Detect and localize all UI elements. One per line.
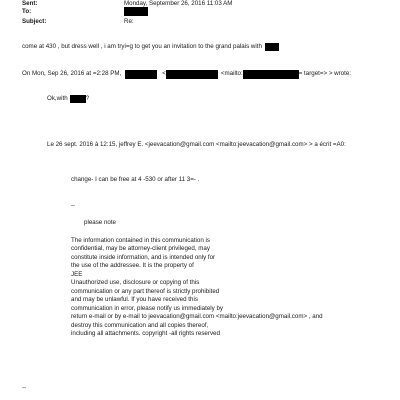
disclaimer-line: communication or any part thereof is strictly prohibited — [71, 287, 220, 295]
disclaimer-block — [71, 237, 323, 338]
ok-line — [47, 95, 89, 103]
redacted-mailto — [243, 70, 299, 79]
reply-mailto: <mailto: — [220, 70, 243, 78]
disclaimer-line: return e-mail or by e-mail to jeevacation@gmail.com <mailto:jeevacation@gmail.com> , and — [71, 313, 323, 321]
disclaimer-line: Unauthorized use, disclosure or copying of this — [71, 279, 200, 287]
subject-value: Re: — [124, 18, 134, 25]
redacted-email — [166, 70, 218, 79]
sent-label: Sent: — [22, 0, 38, 7]
message-text: come at 430 , but dress well , i am tryi=g to get you an invitation to the grand palais with — [22, 43, 262, 50]
signature-separator: -- — [71, 202, 76, 209]
ok-text: Ok,with — [47, 95, 68, 102]
message-line — [22, 43, 279, 51]
subject-label: Subject: — [22, 18, 47, 25]
ok-question: ? — [85, 95, 90, 102]
reply-lt: < — [162, 70, 166, 78]
disclaimer-line: and may be unlawful. If you have received this — [71, 296, 198, 304]
to-label: To: — [22, 8, 32, 15]
disclaimer-line: including all attachments. copyright -all rights reserved — [71, 329, 220, 337]
redacted-sender — [125, 70, 157, 79]
bottom-separator: -- — [22, 384, 27, 391]
disclaimer-line: confidential, may be attorney-client privileged, may — [71, 245, 210, 253]
redacted-name — [70, 95, 86, 103]
change-line: change- I can be free at 4 -530 or after 11 3=- . — [71, 176, 200, 183]
disclaimer-line: constitute inside information, and is intended only for — [71, 253, 216, 261]
redacted-name — [265, 43, 279, 51]
reply-date-text: On Mon, Sep 26, 2016 at =2:28 PM, — [22, 70, 122, 78]
disclaimer-line: destroy this communication and all copies thereof, — [71, 321, 209, 329]
reply-end: = target=> > wrote: — [298, 70, 352, 78]
disclaimer-line: communication in error, please notify us immediately by — [71, 304, 224, 312]
quote-header: Le 26 sept. 2016 à 12:15, jeffrey E. <jeevacation@gmail.com <mailto:jeevacation@gmail.com> > a écrit =A0: — [47, 141, 346, 148]
disclaimer-line: JEE — [71, 270, 83, 278]
please-note: please note — [84, 219, 116, 226]
disclaimer-line: The information contained in this communication is — [71, 237, 210, 244]
reply-header-line — [22, 70, 351, 79]
redacted-recipient — [124, 7, 148, 16]
sent-value: Monday, September 26, 2016 11:03 AM — [124, 0, 233, 7]
disclaimer-line: the use of the addressee. It is the property of — [71, 262, 194, 270]
